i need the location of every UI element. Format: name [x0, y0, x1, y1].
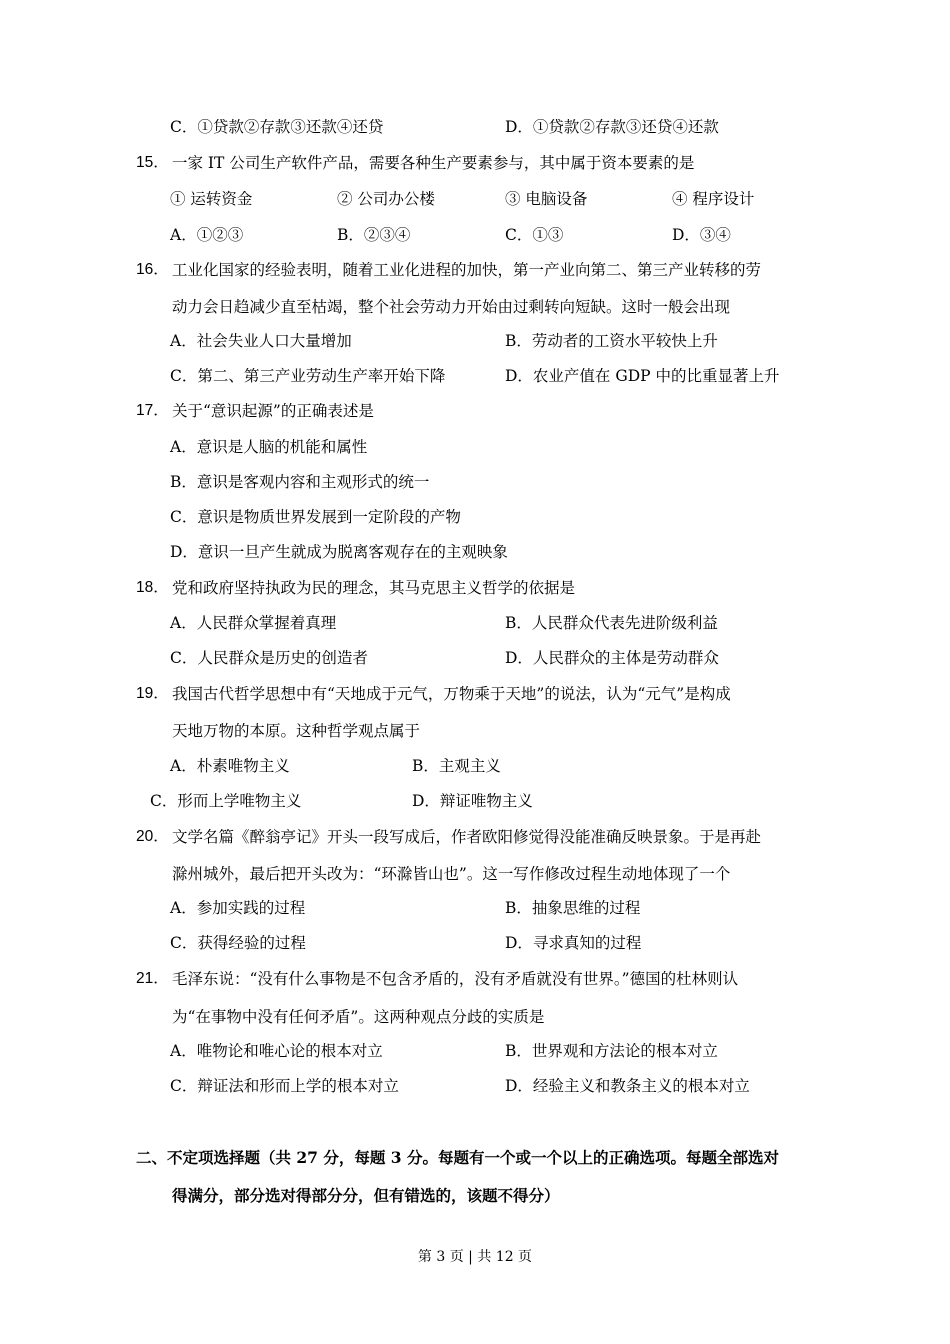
q18-option-c: C．人民群众是历史的创造者: [170, 649, 368, 667]
q19-stem-line-1: 我国古代哲学思想中有“天地成于元气，万物乘于天地”的说法，认为“元气”是构成: [172, 685, 731, 703]
q14-option-d: D．①贷款②存款③还贷④还款: [505, 118, 719, 136]
q20-number: 20．: [136, 828, 169, 845]
q15-option-b: B．②③④: [337, 226, 411, 244]
q17-option-a: A．意识是人脑的机能和属性: [170, 438, 368, 456]
q19-option-c: C．形而上学唯物主义: [150, 792, 302, 810]
q15-item-2: ② 公司办公楼: [337, 190, 435, 208]
q16-option-d: D．农业产值在 GDP 中的比重显著上升: [505, 367, 780, 385]
q16-number: 16．: [136, 261, 169, 278]
q20-option-d: D．寻求真知的过程: [505, 934, 642, 952]
q15-item-1: ① 运转资金: [170, 190, 253, 208]
q18-stem: 党和政府坚持执政为民的理念，其马克思主义哲学的依据是: [172, 579, 576, 597]
q18-option-b: B．人民群众代表先进阶级利益: [505, 614, 718, 632]
q21-stem-line-1: 毛泽东说：“没有什么事物是不包含矛盾的，没有矛盾就没有世界。”德国的杜林则认: [172, 970, 739, 988]
q16-stem-line-2: 动力会日趋减少直至枯竭，整个社会劳动力开始由过剩转向短缺。这时一般会出现: [172, 298, 731, 316]
q15-option-d: D．③④: [672, 226, 731, 244]
q15-option-c: C．①③: [505, 226, 564, 244]
q21-option-c: C．辩证法和形而上学的根本对立: [170, 1077, 399, 1095]
q21-stem-line-2: 为“在事物中没有任何矛盾”。这两种观点分歧的实质是: [172, 1008, 545, 1026]
q16-option-b: B．劳动者的工资水平较快上升: [505, 332, 718, 350]
section-2-heading-line-1: 二、不定项选择题（共 27 分，每题 3 分。每题有一个或一个以上的正确选项。每题全部选对: [136, 1148, 779, 1167]
q20-option-c: C．获得经验的过程: [170, 934, 306, 952]
q19-option-a: A．朴素唯物主义: [170, 757, 290, 775]
q20-stem-line-2: 滁州城外，最后把开头改为：“环滁皆山也”。这一写作修改过程生动地体现了一个: [172, 865, 731, 883]
q19-stem-line-2: 天地万物的本原。这种哲学观点属于: [172, 722, 421, 740]
q19-option-b: B．主观主义: [412, 757, 501, 775]
q17-option-c: C．意识是物质世界发展到一定阶段的产物: [170, 508, 461, 526]
q17-stem: 关于“意识起源”的正确表述是: [172, 402, 374, 420]
q18-option-a: A．人民群众掌握着真理: [170, 614, 337, 632]
q21-number: 21．: [136, 970, 169, 987]
q16-option-c: C．第二、第三产业劳动生产率开始下降: [170, 367, 446, 385]
q15-stem: 一家 IT 公司生产软件产品，需要各种生产要素参与，其中属于资本要素的是: [172, 154, 695, 172]
q20-option-a: A．参加实践的过程: [170, 899, 306, 917]
q19-number: 19．: [136, 685, 169, 702]
q17-option-d: D．意识一旦产生就成为脱离客观存在的主观映象: [170, 543, 508, 561]
q18-number: 18．: [136, 579, 169, 596]
q16-option-a: A．社会失业人口大量增加: [170, 332, 352, 350]
q21-option-b: B．世界观和方法论的根本对立: [505, 1042, 718, 1060]
q19-option-d: D．辩证唯物主义: [412, 792, 533, 810]
q15-number: 15．: [136, 154, 169, 171]
q15-item-4: ④ 程序设计: [672, 190, 755, 208]
q20-option-b: B．抽象思维的过程: [505, 899, 641, 917]
section-2-heading-line-2: 得满分，部分选对得部分分，但有错选的，该题不得分）: [172, 1186, 560, 1205]
q15-option-a: A．①②③: [170, 226, 244, 244]
q14-option-c: C．①贷款②存款③还款④还贷: [170, 118, 384, 136]
q17-number: 17．: [136, 402, 169, 419]
q20-stem-line-1: 文学名篇《醉翁亭记》开头一段写成后，作者欧阳修觉得没能准确反映景象。于是再赴: [172, 828, 762, 846]
q21-option-a: A．唯物论和唯心论的根本对立: [170, 1042, 383, 1060]
q17-option-b: B．意识是客观内容和主观形式的统一: [170, 473, 430, 491]
q21-option-d: D．经验主义和教条主义的根本对立: [505, 1077, 750, 1095]
q16-stem-line-1: 工业化国家的经验表明，随着工业化进程的加快，第一产业向第二、第三产业转移的劳: [172, 261, 762, 279]
page-footer: 第 3 页 | 共 12 页: [417, 1249, 533, 1265]
q15-item-3: ③ 电脑设备: [505, 190, 588, 208]
q18-option-d: D．人民群众的主体是劳动群众: [505, 649, 719, 667]
